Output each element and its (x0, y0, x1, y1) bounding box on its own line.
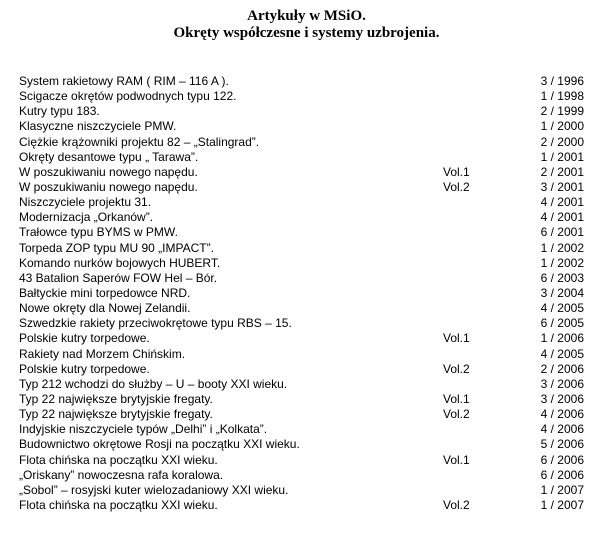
article-title: Okręty desantowe typu „ Tarawa”. (19, 149, 199, 164)
article-title: Typ 22 największe brytyjskie fregaty. (19, 407, 213, 422)
article-volume: Vol.1 (443, 164, 470, 179)
article-row (0, 362, 613, 377)
article-issue: 1 / 2002 (540, 255, 584, 270)
article-title: System rakietowy RAM ( RIM – 116 A ). (19, 74, 229, 88)
article-title: „Sobol” – rosyjski kuter wielozadaniowy XXI wieku. (19, 482, 289, 497)
article-title: Typ 22 największe brytyjskie fregaty. (19, 391, 213, 406)
article-row (0, 180, 613, 195)
article-issue: 1 / 2007 (540, 482, 584, 497)
article-volume: Vol.2 (443, 361, 470, 376)
article-title: Polskie kutry torpedowe. (19, 331, 150, 346)
article-title: Budownictwo okrętowe Rosji na początku XXI wieku. (19, 437, 300, 452)
article-row (0, 301, 613, 316)
article-row (0, 241, 613, 256)
article-issue: 3 / 2001 (540, 179, 584, 194)
article-issue: 6 / 2003 (540, 270, 584, 285)
article-issue: 4 / 2005 (540, 346, 584, 361)
article-issue: 2 / 2000 (540, 134, 584, 149)
article-row (0, 437, 613, 452)
article-row (0, 271, 613, 286)
article-row (0, 407, 613, 422)
article-issue: 1 / 2002 (540, 240, 584, 255)
article-volume: Vol.1 (443, 452, 470, 467)
article-title: Polskie kutry torpedowe. (19, 361, 150, 376)
article-title: W poszukiwaniu nowego napędu. (19, 164, 198, 179)
article-row (0, 377, 613, 392)
article-title: „Oriskany” nowoczesna rafa koralowa. (19, 467, 224, 482)
article-row (0, 256, 613, 271)
article-title: Kutry typu 183. (19, 104, 100, 119)
article-row (0, 316, 613, 331)
article-issue: 2 / 1999 (540, 104, 584, 119)
article-volume: Vol.1 (443, 391, 470, 406)
article-title: Ciężkie krążowniki projektu 82 – „Stalingrad”. (19, 134, 260, 149)
document-subtitle: Okręty współczesne i systemy uzbrojenia. (173, 25, 440, 41)
article-issue: 1 / 2000 (540, 119, 584, 134)
article-issue: 4 / 2006 (540, 422, 584, 437)
article-title: Rakiety nad Morzem Chińskim. (19, 346, 186, 361)
article-issue: 4 / 2001 (540, 210, 584, 225)
article-title: Bałtyckie mini torpedowce NRD. (19, 285, 191, 300)
article-issue: 2 / 2001 (540, 164, 584, 179)
article-title: Nowe okręty dla Nowej Zelandii. (19, 301, 191, 316)
article-volume: Vol.1 (443, 331, 470, 346)
article-issue: 6 / 2006 (540, 452, 584, 467)
article-issue: 4 / 2005 (540, 301, 584, 316)
article-volume: Vol.2 (443, 497, 470, 512)
article-title: Klasyczne niszczyciele PMW. (19, 119, 177, 134)
article-issue: 2 / 2006 (540, 361, 584, 376)
article-row (0, 210, 613, 225)
article-row (0, 331, 613, 346)
article-issue: 4 / 2006 (540, 407, 584, 422)
article-issue: 1 / 2001 (540, 149, 584, 164)
article-list (0, 74, 613, 513)
article-issue: 1 / 2007 (540, 497, 584, 512)
article-title: W poszukiwaniu nowego napędu. (19, 179, 198, 194)
article-issue: 6 / 2001 (540, 225, 584, 240)
article-title: Flota chińska na początku XXI wieku. (19, 452, 218, 467)
article-title: Komando nurków bojowych HUBERT. (19, 255, 221, 270)
article-volume: Vol.2 (443, 179, 470, 194)
article-title: Szwedzkie rakiety przeciwokrętowe typu RBS – 15. (19, 316, 292, 331)
article-issue: 1 / 1998 (540, 89, 584, 104)
article-issue: 3 / 1996 (540, 74, 584, 88)
article-row (0, 453, 613, 468)
article-row (0, 347, 613, 362)
article-row (0, 104, 613, 119)
article-row (0, 119, 613, 134)
article-row (0, 89, 613, 104)
article-title: Modernizacja „Orkanów”. (19, 210, 154, 225)
article-issue: 6 / 2006 (540, 467, 584, 482)
article-row (0, 225, 613, 240)
article-title: Torpeda ZOP typu MU 90 „IMPACT”. (19, 240, 214, 255)
article-row (0, 74, 613, 89)
article-row (0, 483, 613, 498)
document-title: Artykuły w MSiO. (247, 8, 366, 24)
article-issue: 3 / 2006 (540, 391, 584, 406)
article-row (0, 195, 613, 210)
article-title: Scigacze okrętów podwodnych typu 122. (19, 89, 237, 104)
article-title: 43 Batalion Saperów FOW Hel – Bór. (19, 270, 218, 285)
article-row (0, 392, 613, 407)
article-volume: Vol.2 (443, 407, 470, 422)
article-title: Indyjskie niszczyciele typów „Delhi” i „Kolkata”. (19, 422, 268, 437)
article-row (0, 498, 613, 513)
article-issue: 4 / 2001 (540, 195, 584, 210)
article-issue: 6 / 2005 (540, 316, 584, 331)
article-row (0, 286, 613, 301)
article-issue: 5 / 2006 (540, 437, 584, 452)
article-issue: 3 / 2004 (540, 285, 584, 300)
article-title: Flota chińska na początku XXI wieku. (19, 497, 218, 512)
article-row (0, 165, 613, 180)
article-issue: 1 / 2006 (540, 331, 584, 346)
article-issue: 3 / 2006 (540, 376, 584, 391)
article-row (0, 135, 613, 150)
article-title: Trałowce typu BYMS w PMW. (19, 225, 178, 240)
article-title: Niszczyciele projektu 31. (19, 195, 152, 210)
article-row (0, 468, 613, 483)
article-title: Typ 212 wchodzi do służby – U – booty XXI wieku. (19, 376, 288, 391)
article-row (0, 422, 613, 437)
article-row (0, 150, 613, 165)
